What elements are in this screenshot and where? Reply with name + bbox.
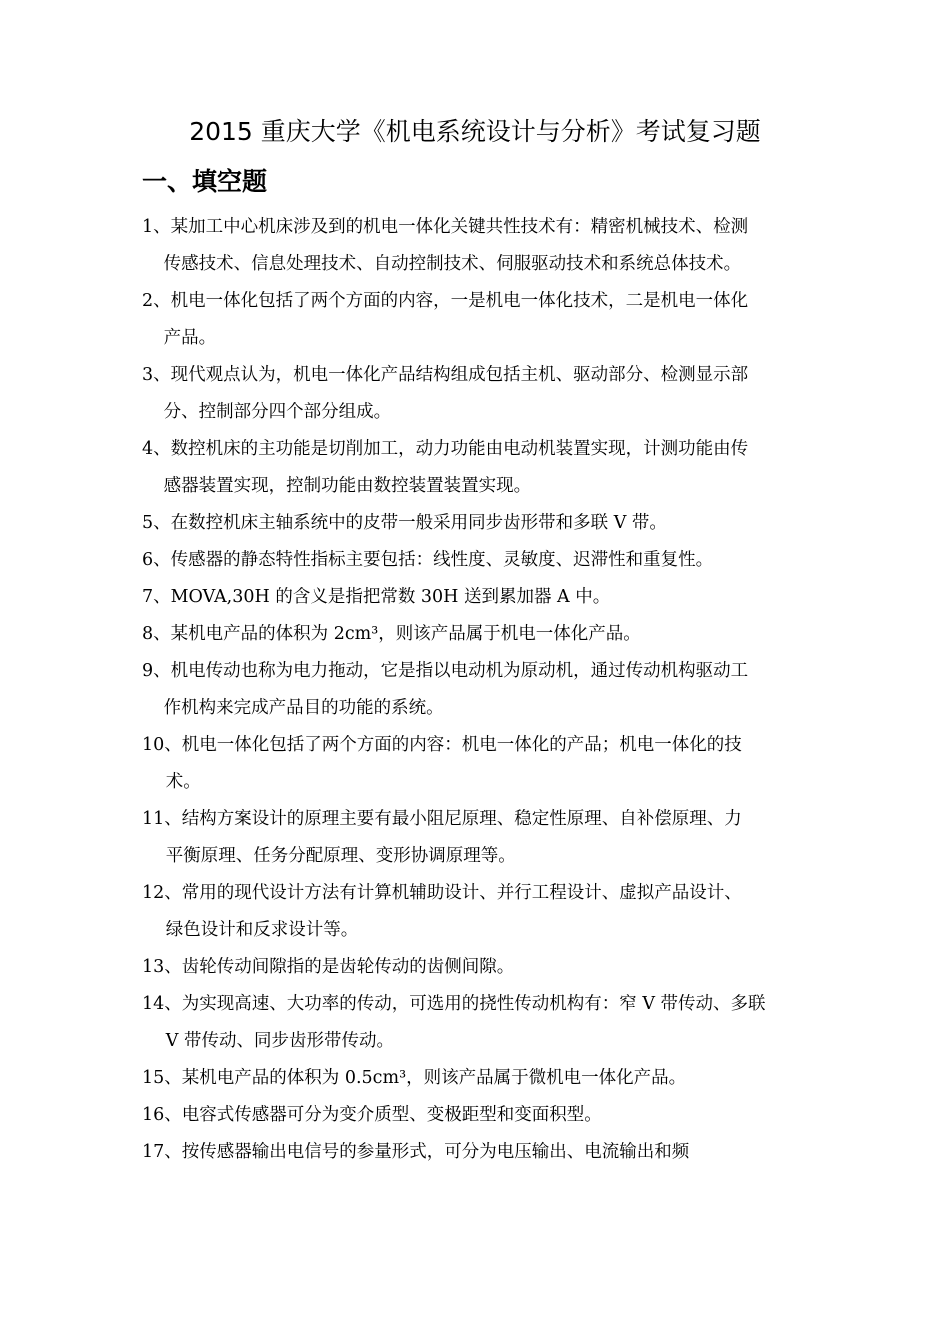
question-number: 10、 (142, 735, 182, 755)
question-text-line: 机电一体化包括了两个方面的内容：机电一体化的产品；机电一体化的技 (181, 735, 742, 755)
question-text-line: 产品。 (163, 328, 217, 348)
question-item (142, 653, 822, 727)
question-item (142, 801, 822, 875)
question-text (171, 505, 667, 542)
question-number: 15、 (142, 1068, 182, 1088)
question-text-line: 机电一体化包括了两个方面的内容，一是机电一体化技术，二是机电一体化 (170, 291, 749, 311)
question-text (163, 431, 749, 505)
question-item (142, 542, 822, 579)
question-number: 11、 (142, 809, 182, 829)
question-number: 3、 (142, 365, 171, 385)
question-text (182, 949, 515, 986)
question-text (165, 801, 742, 875)
question-item (142, 579, 822, 616)
question-item (142, 1097, 822, 1134)
question-text (171, 542, 714, 579)
question-text-line: 某机电产品的体积为 0.5cm³，则该产品属于微机电一体化产品。 (181, 1068, 687, 1088)
question-number: 5、 (142, 513, 171, 533)
question-text-line: V 带传动、同步齿形带传动。 (165, 1031, 394, 1051)
question-number: 17、 (142, 1142, 182, 1162)
question-number: 13、 (142, 957, 182, 977)
question-text-line: 传感技术、信息处理技术、自动控制技术、伺服驱动技术和系统总体技术。 (163, 254, 742, 274)
question-item (142, 727, 822, 801)
question-number: 1、 (142, 217, 171, 237)
question-text (165, 875, 742, 949)
question-text (163, 653, 749, 727)
question-number: 7、 (142, 587, 171, 607)
question-list (142, 209, 822, 1171)
question-text-line: 结构方案设计的原理主要有最小阻尼原理、稳定性原理、自补偿原理、力 (181, 809, 742, 829)
question-item (142, 949, 822, 986)
section-heading: 一、填空题 (142, 167, 268, 196)
question-item (142, 1134, 822, 1171)
question-text (171, 579, 611, 616)
question-text-line: 某加工中心机床涉及到的机电一体化关键共性技术有：精密机械技术、检测 (170, 217, 749, 237)
question-item (142, 875, 822, 949)
question-text (182, 1134, 690, 1171)
question-text (163, 357, 749, 431)
question-item (142, 283, 822, 357)
question-text (165, 727, 742, 801)
question-text-line: 某机电产品的体积为 2cm³，则该产品属于机电一体化产品。 (170, 624, 641, 644)
question-number: 16、 (142, 1105, 182, 1125)
question-item (142, 616, 822, 653)
question-item (142, 209, 822, 283)
question-text-line: MOVA,30H 的含义是指把常数 30H 送到累加器 A 中。 (170, 587, 611, 607)
question-text-line: 传感器的静态特性指标主要包括：线性度、灵敏度、迟滞性和重复性。 (170, 550, 714, 570)
question-number: 9、 (142, 661, 171, 681)
question-text-line: 术。 (165, 772, 201, 792)
question-number: 8、 (142, 624, 171, 644)
document-title: 2015 重庆大学《机电系统设计与分析》考试复习题 (189, 117, 761, 146)
question-text-line: 数控机床的主功能是切削加工，动力功能由电动机装置实现，计测功能由传 (170, 439, 749, 459)
question-number: 2、 (142, 291, 171, 311)
question-text-line: 现代观点认为，机电一体化产品结构组成包括主机、驱动部分、检测显示部 (170, 365, 749, 385)
question-text-line: 电容式传感器可分为变介质型、变极距型和变面积型。 (181, 1105, 602, 1125)
question-text-line: 常用的现代设计方法有计算机辅助设计、并行工程设计、虚拟产品设计、 (181, 883, 742, 903)
question-text-line: 在数控机床主轴系统中的皮带一般采用同步齿形带和多联 V 带。 (170, 513, 667, 533)
question-text (182, 1097, 602, 1134)
question-number: 12、 (142, 883, 182, 903)
question-text-line: 绿色设计和反求设计等。 (165, 920, 359, 940)
question-text-line: 按传感器输出电信号的参量形式，可分为电压输出、电流输出和频 (181, 1142, 690, 1162)
question-text (163, 283, 749, 357)
question-text-line: 平衡原理、任务分配原理、变形协调原理等。 (165, 846, 516, 866)
question-item (142, 505, 822, 542)
question-text-line: 为实现高速、大功率的传动，可选用的挠性传动机构有：窄 V 带传动、多联 (181, 994, 766, 1014)
question-number: 14、 (142, 994, 182, 1014)
question-text-line: 分、控制部分四个部分组成。 (163, 402, 392, 422)
question-text (182, 1060, 686, 1097)
question-item (142, 986, 822, 1060)
question-text-line: 机电传动也称为电力拖动，它是指以电动机为原动机，通过传动机构驱动工 (170, 661, 749, 681)
question-number: 6、 (142, 550, 171, 570)
question-number: 4、 (142, 439, 171, 459)
question-text (165, 986, 766, 1060)
question-text-line: 作机构来完成产品目的功能的系统。 (163, 698, 444, 718)
question-text-line: 齿轮传动间隙指的是齿轮传动的齿侧间隙。 (181, 957, 515, 977)
question-text (163, 209, 749, 283)
question-item (142, 1060, 822, 1097)
question-item (142, 431, 822, 505)
question-item (142, 357, 822, 431)
question-text-line: 感器装置实现，控制功能由数控装置装置实现。 (163, 476, 532, 496)
question-text (171, 616, 641, 653)
